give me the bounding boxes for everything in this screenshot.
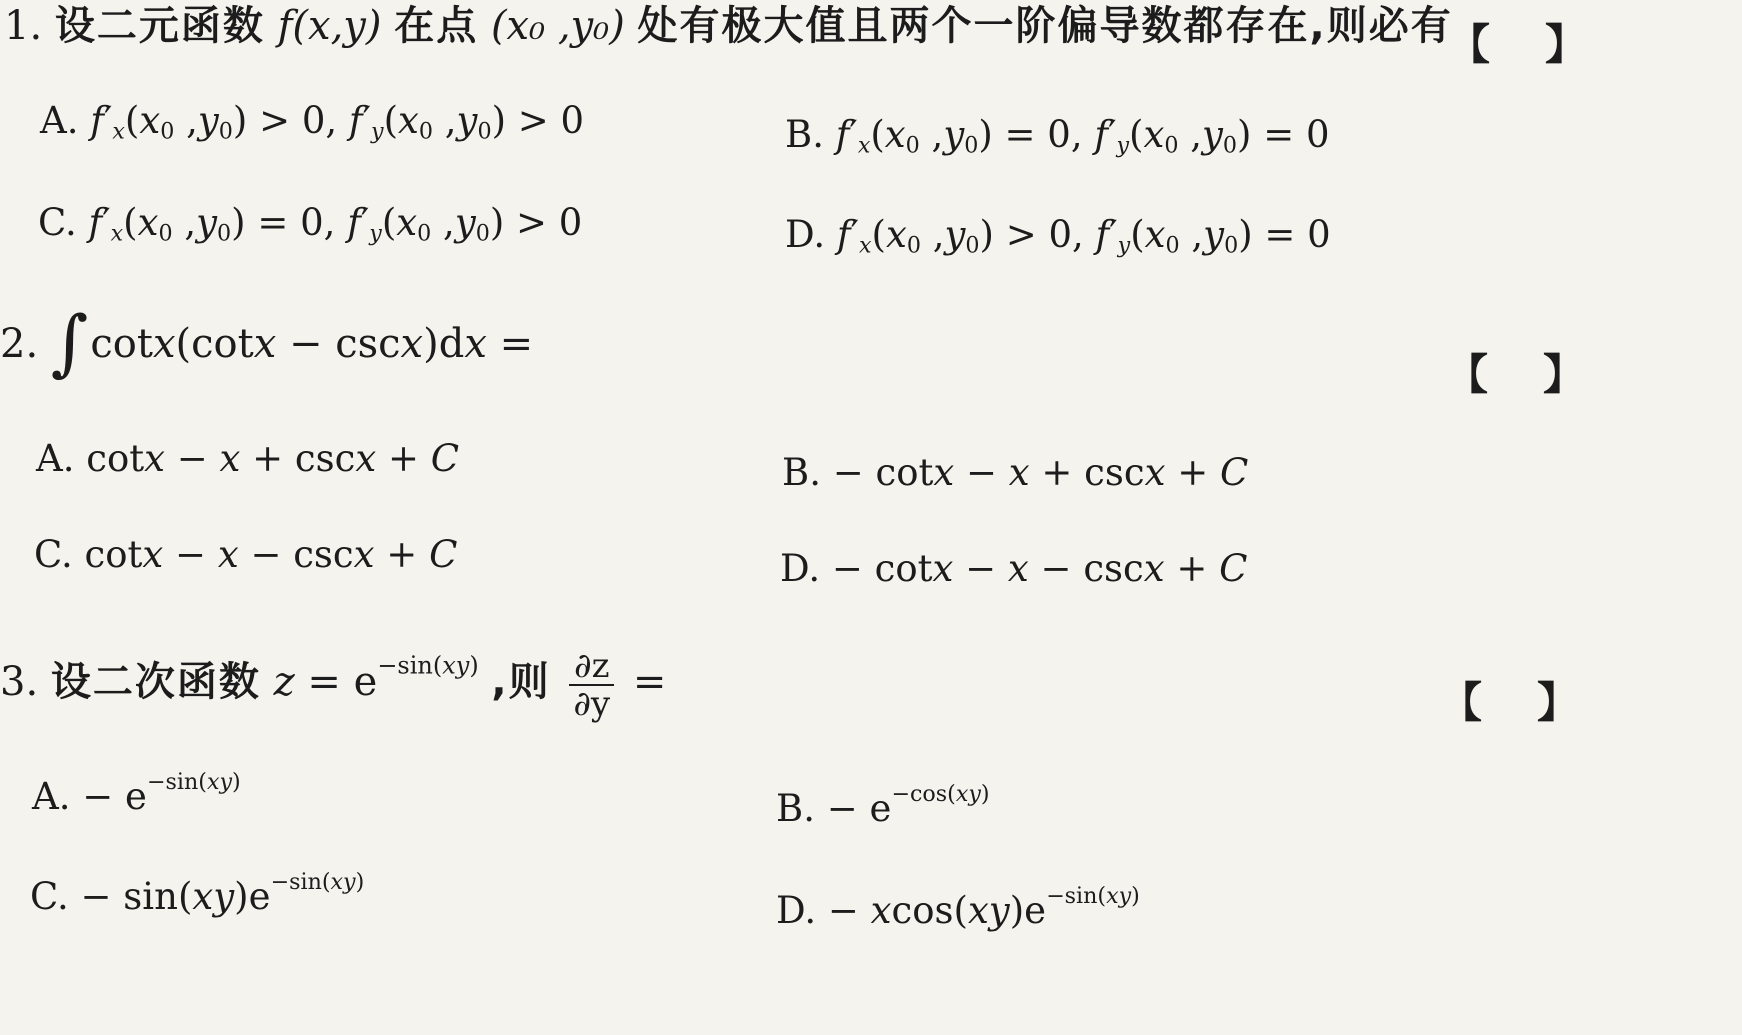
option-2a	[36, 436, 459, 482]
option-label: A.	[36, 437, 75, 480]
question-text: 设二次函数	[50, 659, 261, 705]
fraction-numerator: ∂z	[569, 648, 614, 686]
option-text: − $xcos(xy)e^{-sin(xy)}$	[827, 883, 1140, 932]
option-1d	[785, 212, 1331, 258]
option-label: B.	[782, 451, 821, 494]
option-label: A.	[32, 775, 71, 818]
option-label: D.	[785, 213, 826, 256]
question-number: 3.	[0, 659, 39, 705]
option-label: D.	[780, 547, 821, 590]
option-2d	[780, 546, 1247, 592]
question-text: 在点	[394, 3, 479, 49]
fraction-denominator: ∂y	[573, 684, 611, 724]
option-text: − cotx − x + cscx + C	[832, 451, 1249, 494]
option-label: D.	[776, 889, 817, 932]
question-text: 设二元函数	[54, 3, 265, 49]
question-text: ,则	[491, 659, 551, 705]
option-text: $f'_x(x_0$ $,y_0) > 0$, $f'_y(x_0$ $,y_0) > 0$	[90, 99, 585, 145]
option-3a	[32, 769, 241, 820]
integral-expr: ∫cotx(cotx − cscx)dx =	[50, 300, 534, 384]
answer-bracket-close: 】	[1537, 678, 1580, 727]
function-expr: f(x,y)	[277, 3, 382, 49]
option-text: cotx − x − cscx + C	[84, 533, 458, 576]
option-label: B.	[776, 787, 815, 830]
option-text: cotx − x + cscx + C	[86, 437, 460, 480]
z-expr: $z = e^{-sin(xy)}$	[273, 651, 479, 705]
option-text: − $e^{-sin(xy)}$	[82, 769, 241, 818]
option-3d	[776, 883, 1140, 934]
option-label: C.	[30, 875, 69, 918]
option-text: − $e^{-cos(xy)}$	[826, 781, 990, 830]
option-label: C.	[38, 201, 77, 244]
option-1b	[785, 112, 1330, 158]
option-2b	[782, 450, 1248, 496]
question-text: 处有极大值且两个一阶偏导数都存在,则必有	[637, 3, 1453, 49]
answer-bracket-close: 】	[1545, 20, 1588, 69]
partial-derivative-fraction	[569, 648, 614, 722]
option-text: − cotx − x − cscx + C	[831, 547, 1248, 590]
option-label: B.	[785, 113, 824, 156]
answer-bracket-open: 【	[1448, 20, 1491, 69]
option-3b	[776, 781, 990, 832]
question-number: 1.	[4, 3, 43, 49]
option-text: − $\sin(xy)e^{-sin(xy)}$	[80, 869, 365, 918]
option-text: $f'_x(x_0$ $,y_0) = 0$, $f'_y(x_0$ $,y_0) > 0$	[88, 201, 583, 247]
answer-bracket-open: 【	[1440, 678, 1483, 727]
answer-bracket-open: 【	[1446, 350, 1489, 399]
question-number: 2.	[0, 321, 39, 367]
option-text: $f'_x(x_0$ $,y_0) = 0$, $f'_y(x_0$ $,y_0) = 0$	[835, 113, 1330, 159]
question-3-stem	[0, 648, 666, 722]
option-1a	[40, 98, 584, 144]
question-2-stem	[0, 300, 534, 384]
question-1-stem	[4, 2, 1453, 50]
option-label: C.	[34, 533, 73, 576]
point-expr: (x₀ ,y₀)	[490, 3, 625, 49]
option-text: $f'_x(x_0$ $,y_0) > 0$, $f'_y(x_0$ $,y_0) = 0$	[836, 213, 1331, 259]
answer-bracket-close: 】	[1543, 350, 1586, 399]
option-2c	[34, 532, 457, 578]
option-label: A.	[40, 99, 79, 142]
option-1c	[38, 200, 582, 246]
option-3c	[30, 869, 365, 920]
equals-sign: =	[632, 659, 667, 705]
